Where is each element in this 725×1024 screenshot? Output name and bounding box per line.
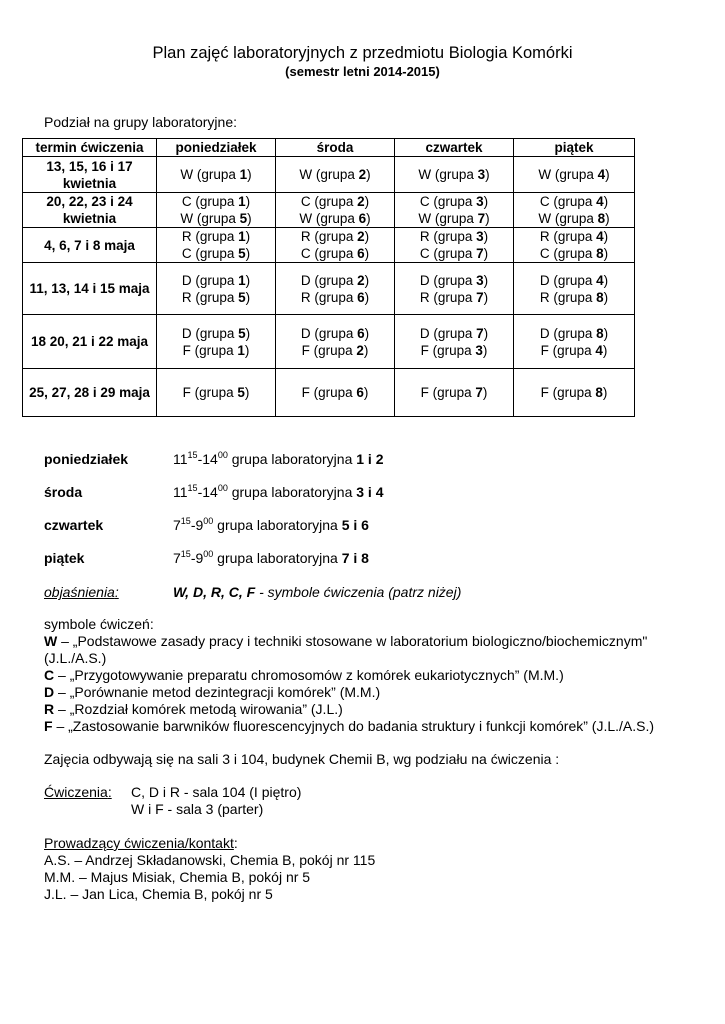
group-exercise: F (grupa <box>182 342 238 358</box>
group-close: ) <box>603 325 609 341</box>
schedule-time <box>173 451 384 467</box>
group-close: ) <box>485 167 490 182</box>
group-entry <box>397 384 511 401</box>
group-number: 5 <box>237 385 245 400</box>
contacts-header: Prowadzący ćwiczenia/kontakt <box>44 835 234 851</box>
group-cell <box>157 157 276 193</box>
group-number: 7 <box>476 246 484 261</box>
header-term: termin ćwiczenia <box>23 139 157 157</box>
group-number: 8 <box>597 211 606 226</box>
group-number: 6 <box>356 385 364 400</box>
group-close: ) <box>247 167 252 182</box>
group-entry <box>278 289 392 306</box>
header-wednesday: środa <box>276 139 395 157</box>
group-entry <box>516 289 632 306</box>
group-number: 3 <box>475 342 483 358</box>
group-close: ) <box>605 167 610 182</box>
group-number: 7 <box>475 385 483 400</box>
group-close: ) <box>603 272 609 288</box>
group-entry <box>397 166 511 183</box>
group-number: 2 <box>357 194 365 209</box>
symbol-key: D <box>44 684 55 700</box>
group-number: 4 <box>595 342 603 358</box>
group-cell <box>276 315 395 369</box>
group-cell <box>514 263 635 315</box>
group-entry <box>159 228 273 245</box>
page-subtitle: (semestr letni 2014-2015) <box>285 64 440 79</box>
group-entry <box>159 384 273 401</box>
group-exercise: C (grupa <box>419 246 477 261</box>
group-close: ) <box>247 211 252 226</box>
group-cell <box>514 315 635 369</box>
group-close: ) <box>245 246 251 261</box>
group-entry <box>516 384 632 401</box>
group-exercise: W (grupa <box>299 167 359 182</box>
group-exercise: D (grupa <box>539 272 597 288</box>
group-exercise: R (grupa <box>539 289 597 305</box>
legend-symbols: W, D, R, C, F <box>173 584 256 600</box>
group-cell <box>276 157 395 193</box>
term-cell: 18 20, 21 i 22 maja <box>23 315 157 369</box>
group-cell <box>276 228 395 263</box>
symbol-key: W <box>44 633 58 649</box>
group-close: ) <box>245 325 251 341</box>
group-close: ) <box>482 385 488 400</box>
group-exercise: R (grupa <box>181 229 239 244</box>
symbol-item <box>44 667 714 684</box>
group-entry <box>516 272 632 289</box>
group-number: 3 <box>476 229 484 244</box>
start-hour: 7 <box>173 517 181 533</box>
group-entry <box>516 325 632 342</box>
group-exercise: D (grupa <box>181 325 239 341</box>
group-cell <box>514 228 635 263</box>
group-number: 2 <box>357 229 365 244</box>
group-close: ) <box>603 289 609 305</box>
end-minute: 00 <box>203 516 214 526</box>
group-close: ) <box>482 342 488 358</box>
symbol-key: R <box>44 701 55 717</box>
time-dash: - <box>197 451 203 467</box>
group-number: 5 <box>238 325 246 341</box>
group-close: ) <box>245 272 251 288</box>
table-row <box>23 315 635 369</box>
schedule-time <box>173 550 369 566</box>
start-minute: 15 <box>180 549 191 559</box>
contact-item: M.M. – Majus Misiak, Chemia B, pokój nr 5 <box>44 869 311 885</box>
schedule-groups: 1 i 2 <box>356 451 384 467</box>
contact-item: J.L. – Jan Lica, Chemia B, pokój nr 5 <box>44 886 273 902</box>
group-close: ) <box>364 194 370 209</box>
group-entry <box>159 289 273 306</box>
start-hour: 11 <box>173 451 188 467</box>
group-exercise: W (grupa <box>299 211 359 226</box>
group-number: 5 <box>239 211 248 226</box>
group-exercise: W (grupa <box>538 167 598 182</box>
group-number: 8 <box>596 246 604 261</box>
group-number: 6 <box>358 211 367 226</box>
group-exercise: F (grupa <box>301 385 357 400</box>
group-close: ) <box>603 246 609 261</box>
group-exercise: F (grupa <box>420 385 476 400</box>
group-exercise: C (grupa <box>539 194 597 209</box>
group-close: ) <box>485 211 490 226</box>
group-close: ) <box>483 229 489 244</box>
schedule-day: poniedziałek <box>44 451 129 467</box>
schedule-groups: 7 i 8 <box>341 550 369 566</box>
group-close: ) <box>483 289 489 305</box>
group-number: 3 <box>476 272 484 288</box>
symbol-key: C <box>44 667 55 683</box>
group-cell <box>157 228 276 263</box>
term-cell: 13, 15, 16 i 17 kwietnia <box>23 157 157 193</box>
group-exercise: C (grupa <box>181 194 239 209</box>
page-title: Plan zajęć laboratoryjnych z przedmiotu Biologia Komórki <box>152 44 573 62</box>
schedule-groups: 3 i 4 <box>356 484 384 500</box>
group-exercise: W (grupa <box>180 211 240 226</box>
group-number: 8 <box>596 289 604 305</box>
table-row <box>23 228 635 263</box>
symbols-section <box>44 616 714 735</box>
group-cell <box>276 369 395 417</box>
contacts-section <box>44 835 375 903</box>
group-number: 1 <box>239 167 248 182</box>
group-number: 4 <box>596 272 604 288</box>
group-cell <box>395 157 514 193</box>
time-dash: - <box>197 484 203 500</box>
group-exercise: W (grupa <box>418 211 478 226</box>
exercises-label: Ćwiczenia <box>44 784 108 800</box>
group-exercise: D (grupa <box>539 325 597 341</box>
exercises-room-2: W i F - sala 3 (parter) <box>131 801 264 817</box>
group-exercise: C (grupa <box>300 194 358 209</box>
table-row <box>23 369 635 417</box>
end-hour: 9 <box>195 550 204 566</box>
group-cell <box>157 315 276 369</box>
group-entry <box>159 342 273 359</box>
schedule-table <box>22 138 635 417</box>
end-minute: 00 <box>217 450 228 460</box>
symbols-header: symbole ćwiczeń: <box>44 616 154 632</box>
group-entry <box>278 245 392 262</box>
group-entry <box>516 210 632 227</box>
group-entry <box>516 342 632 359</box>
start-minute: 15 <box>187 450 198 460</box>
group-close: ) <box>603 229 609 244</box>
header-friday: piątek <box>514 139 635 157</box>
group-exercise: D (grupa <box>181 272 239 288</box>
group-exercise: R (grupa <box>300 229 358 244</box>
symbol-description: – „Rozdział komórek metodą wirowania” (J.L.) <box>54 701 343 717</box>
end-minute: 00 <box>217 483 228 493</box>
group-cell <box>395 263 514 315</box>
end-hour: 14 <box>202 451 218 467</box>
group-cell <box>157 369 276 417</box>
group-cell <box>276 193 395 228</box>
legend-text: - symbole ćwiczenia (patrz niżej) <box>255 584 462 600</box>
group-close: ) <box>364 325 370 341</box>
schedule-time <box>173 484 384 500</box>
group-entry <box>278 210 392 227</box>
schedule-day: czwartek <box>44 517 104 533</box>
group-close: ) <box>602 342 608 358</box>
group-entry <box>159 210 273 227</box>
group-exercise: C (grupa <box>181 246 239 261</box>
schedule-time <box>173 517 369 533</box>
group-entry <box>397 342 511 359</box>
group-close: ) <box>483 246 489 261</box>
group-number: 4 <box>597 167 606 182</box>
group-exercise: W (grupa <box>538 211 598 226</box>
group-close: ) <box>483 272 489 288</box>
group-close: ) <box>366 167 371 182</box>
group-number: 7 <box>477 211 486 226</box>
group-close: ) <box>603 194 609 209</box>
group-entry <box>516 245 632 262</box>
header-monday: poniedziałek <box>157 139 276 157</box>
start-hour: 7 <box>173 550 181 566</box>
group-number: 4 <box>596 194 604 209</box>
symbol-description: – „Zastosowanie barwników fluorescencyjnych do badania struktury i funkcji komórek” (J.L./A.S.) <box>52 718 655 734</box>
term-cell: 11, 13, 14 i 15 maja <box>23 263 157 315</box>
group-entry <box>397 228 511 245</box>
group-cell <box>514 369 635 417</box>
group-number: 1 <box>238 194 246 209</box>
group-number: 8 <box>596 325 604 341</box>
group-cell <box>395 193 514 228</box>
group-number: 3 <box>477 167 486 182</box>
symbol-item <box>44 701 714 718</box>
group-entry <box>159 272 273 289</box>
group-entry <box>278 325 392 342</box>
start-minute: 15 <box>187 483 198 493</box>
group-close: ) <box>483 194 489 209</box>
table-row <box>23 263 635 315</box>
group-exercise: F (grupa <box>420 342 476 358</box>
schedule-text: grupa laboratoryjna <box>227 451 357 467</box>
group-close: ) <box>363 342 369 358</box>
symbol-item <box>44 684 714 701</box>
group-close: ) <box>602 385 608 400</box>
group-close: ) <box>364 229 370 244</box>
legend-label: objaśnienia <box>44 584 115 600</box>
group-cell <box>514 193 635 228</box>
term-cell: 4, 6, 7 i 8 maja <box>23 228 157 263</box>
group-exercise: F (grupa <box>182 385 238 400</box>
end-hour: 14 <box>202 484 218 500</box>
group-cell <box>395 369 514 417</box>
group-entry <box>278 384 392 401</box>
group-exercise: R (grupa <box>539 229 597 244</box>
group-entry <box>516 228 632 245</box>
group-exercise: W (grupa <box>418 167 478 182</box>
group-entry <box>397 325 511 342</box>
contact-item: A.S. – Andrzej Składanowski, Chemia B, pokój nr 115 <box>44 852 376 868</box>
group-entry <box>516 193 632 210</box>
group-exercise: F (grupa <box>540 385 596 400</box>
symbol-item <box>44 718 714 735</box>
group-number: 1 <box>238 272 246 288</box>
time-dash: - <box>190 550 196 566</box>
group-number: 4 <box>596 229 604 244</box>
group-exercise: D (grupa <box>300 325 358 341</box>
groups-intro: Podział na grupy laboratoryjne: <box>44 114 238 130</box>
group-number: 7 <box>476 325 484 341</box>
group-entry <box>159 325 273 342</box>
group-close: ) <box>364 272 370 288</box>
group-exercise: R (grupa <box>300 289 358 305</box>
group-number: 6 <box>357 325 365 341</box>
group-exercise: F (grupa <box>301 342 357 358</box>
group-entry <box>397 210 511 227</box>
table-row <box>23 193 635 228</box>
table-row <box>23 157 635 193</box>
group-number: 8 <box>595 385 603 400</box>
group-exercise: C (grupa <box>419 194 477 209</box>
symbol-key: F <box>44 718 53 734</box>
group-close: ) <box>245 229 251 244</box>
group-close: ) <box>366 211 371 226</box>
group-entry <box>397 289 511 306</box>
table-header-row <box>23 139 635 157</box>
group-number: 3 <box>476 194 484 209</box>
group-close: ) <box>364 246 370 261</box>
group-entry <box>278 272 392 289</box>
group-close: ) <box>244 385 250 400</box>
group-exercise: C (grupa <box>300 246 358 261</box>
group-entry <box>397 245 511 262</box>
group-entry <box>159 193 273 210</box>
group-exercise: D (grupa <box>419 325 477 341</box>
legend-colon: : <box>114 584 119 600</box>
group-entry <box>159 166 273 183</box>
header-thursday: czwartek <box>395 139 514 157</box>
group-entry <box>397 272 511 289</box>
group-number: 2 <box>356 342 364 358</box>
group-close: ) <box>483 325 489 341</box>
term-cell: 20, 22, 23 i 24 kwietnia <box>23 193 157 228</box>
schedule-text: grupa laboratoryjna <box>213 550 342 566</box>
group-number: 1 <box>238 229 246 244</box>
symbol-description: – „Przygotowywanie preparatu chromosomów z komórek eukariotycznych” (M.M.) <box>54 667 564 683</box>
group-number: 7 <box>476 289 484 305</box>
term-cell: 25, 27, 28 i 29 maja <box>23 369 157 417</box>
group-close: ) <box>364 289 370 305</box>
time-dash: - <box>190 517 196 533</box>
end-minute: 00 <box>203 549 214 559</box>
schedule-groups: 5 i 6 <box>341 517 369 533</box>
start-minute: 15 <box>180 516 191 526</box>
group-number: 5 <box>238 289 246 305</box>
symbol-item <box>44 633 714 650</box>
group-exercise: F (grupa <box>540 342 596 358</box>
exercises-room-1: C, D i R - sala 104 (I piętro) <box>131 784 302 800</box>
symbol-continuation: (J.L./A.S.) <box>44 650 107 666</box>
group-cell <box>395 228 514 263</box>
group-cell <box>276 263 395 315</box>
group-close: ) <box>605 211 610 226</box>
symbol-description: – „Porównanie metod dezintegracji komórek” (M.M.) <box>54 684 381 700</box>
group-cell <box>514 157 635 193</box>
group-entry <box>159 245 273 262</box>
contacts-colon: : <box>233 835 238 851</box>
group-number: 2 <box>358 167 367 182</box>
group-entry <box>516 166 632 183</box>
group-close: ) <box>245 289 251 305</box>
group-number: 6 <box>357 246 365 261</box>
group-exercise: D (grupa <box>419 272 477 288</box>
group-exercise: R (grupa <box>419 229 477 244</box>
group-exercise: D (grupa <box>300 272 358 288</box>
group-entry <box>278 166 392 183</box>
schedule-day: piątek <box>44 550 85 566</box>
group-close: ) <box>363 385 369 400</box>
group-entry <box>397 193 511 210</box>
end-hour: 9 <box>195 517 204 533</box>
group-exercise: C (grupa <box>539 246 597 261</box>
group-exercise: R (grupa <box>181 289 239 305</box>
group-entry <box>278 228 392 245</box>
group-cell <box>157 193 276 228</box>
group-number: 2 <box>357 272 365 288</box>
group-entry <box>278 342 392 359</box>
symbol-description: – „Podstawowe zasady pracy i techniki stosowane w laboratorium biologiczno/biochemicznym" <box>57 633 648 649</box>
exercises-colon: : <box>107 784 112 800</box>
group-close: ) <box>245 194 251 209</box>
group-number: 1 <box>237 342 245 358</box>
group-number: 5 <box>238 246 246 261</box>
schedule-text: grupa laboratoryjna <box>213 517 342 533</box>
group-exercise: R (grupa <box>419 289 477 305</box>
group-exercise: W (grupa <box>180 167 240 182</box>
group-entry <box>278 193 392 210</box>
group-number: 6 <box>357 289 365 305</box>
group-cell <box>157 263 276 315</box>
group-cell <box>395 315 514 369</box>
schedule-text: grupa laboratoryjna <box>227 484 357 500</box>
group-close: ) <box>244 342 250 358</box>
room-note: Zajęcia odbywają się na sali 3 i 104, budynek Chemii B, wg podziału na ćwiczenia : <box>44 751 560 767</box>
schedule-day: środa <box>44 484 83 500</box>
start-hour: 11 <box>173 484 188 500</box>
